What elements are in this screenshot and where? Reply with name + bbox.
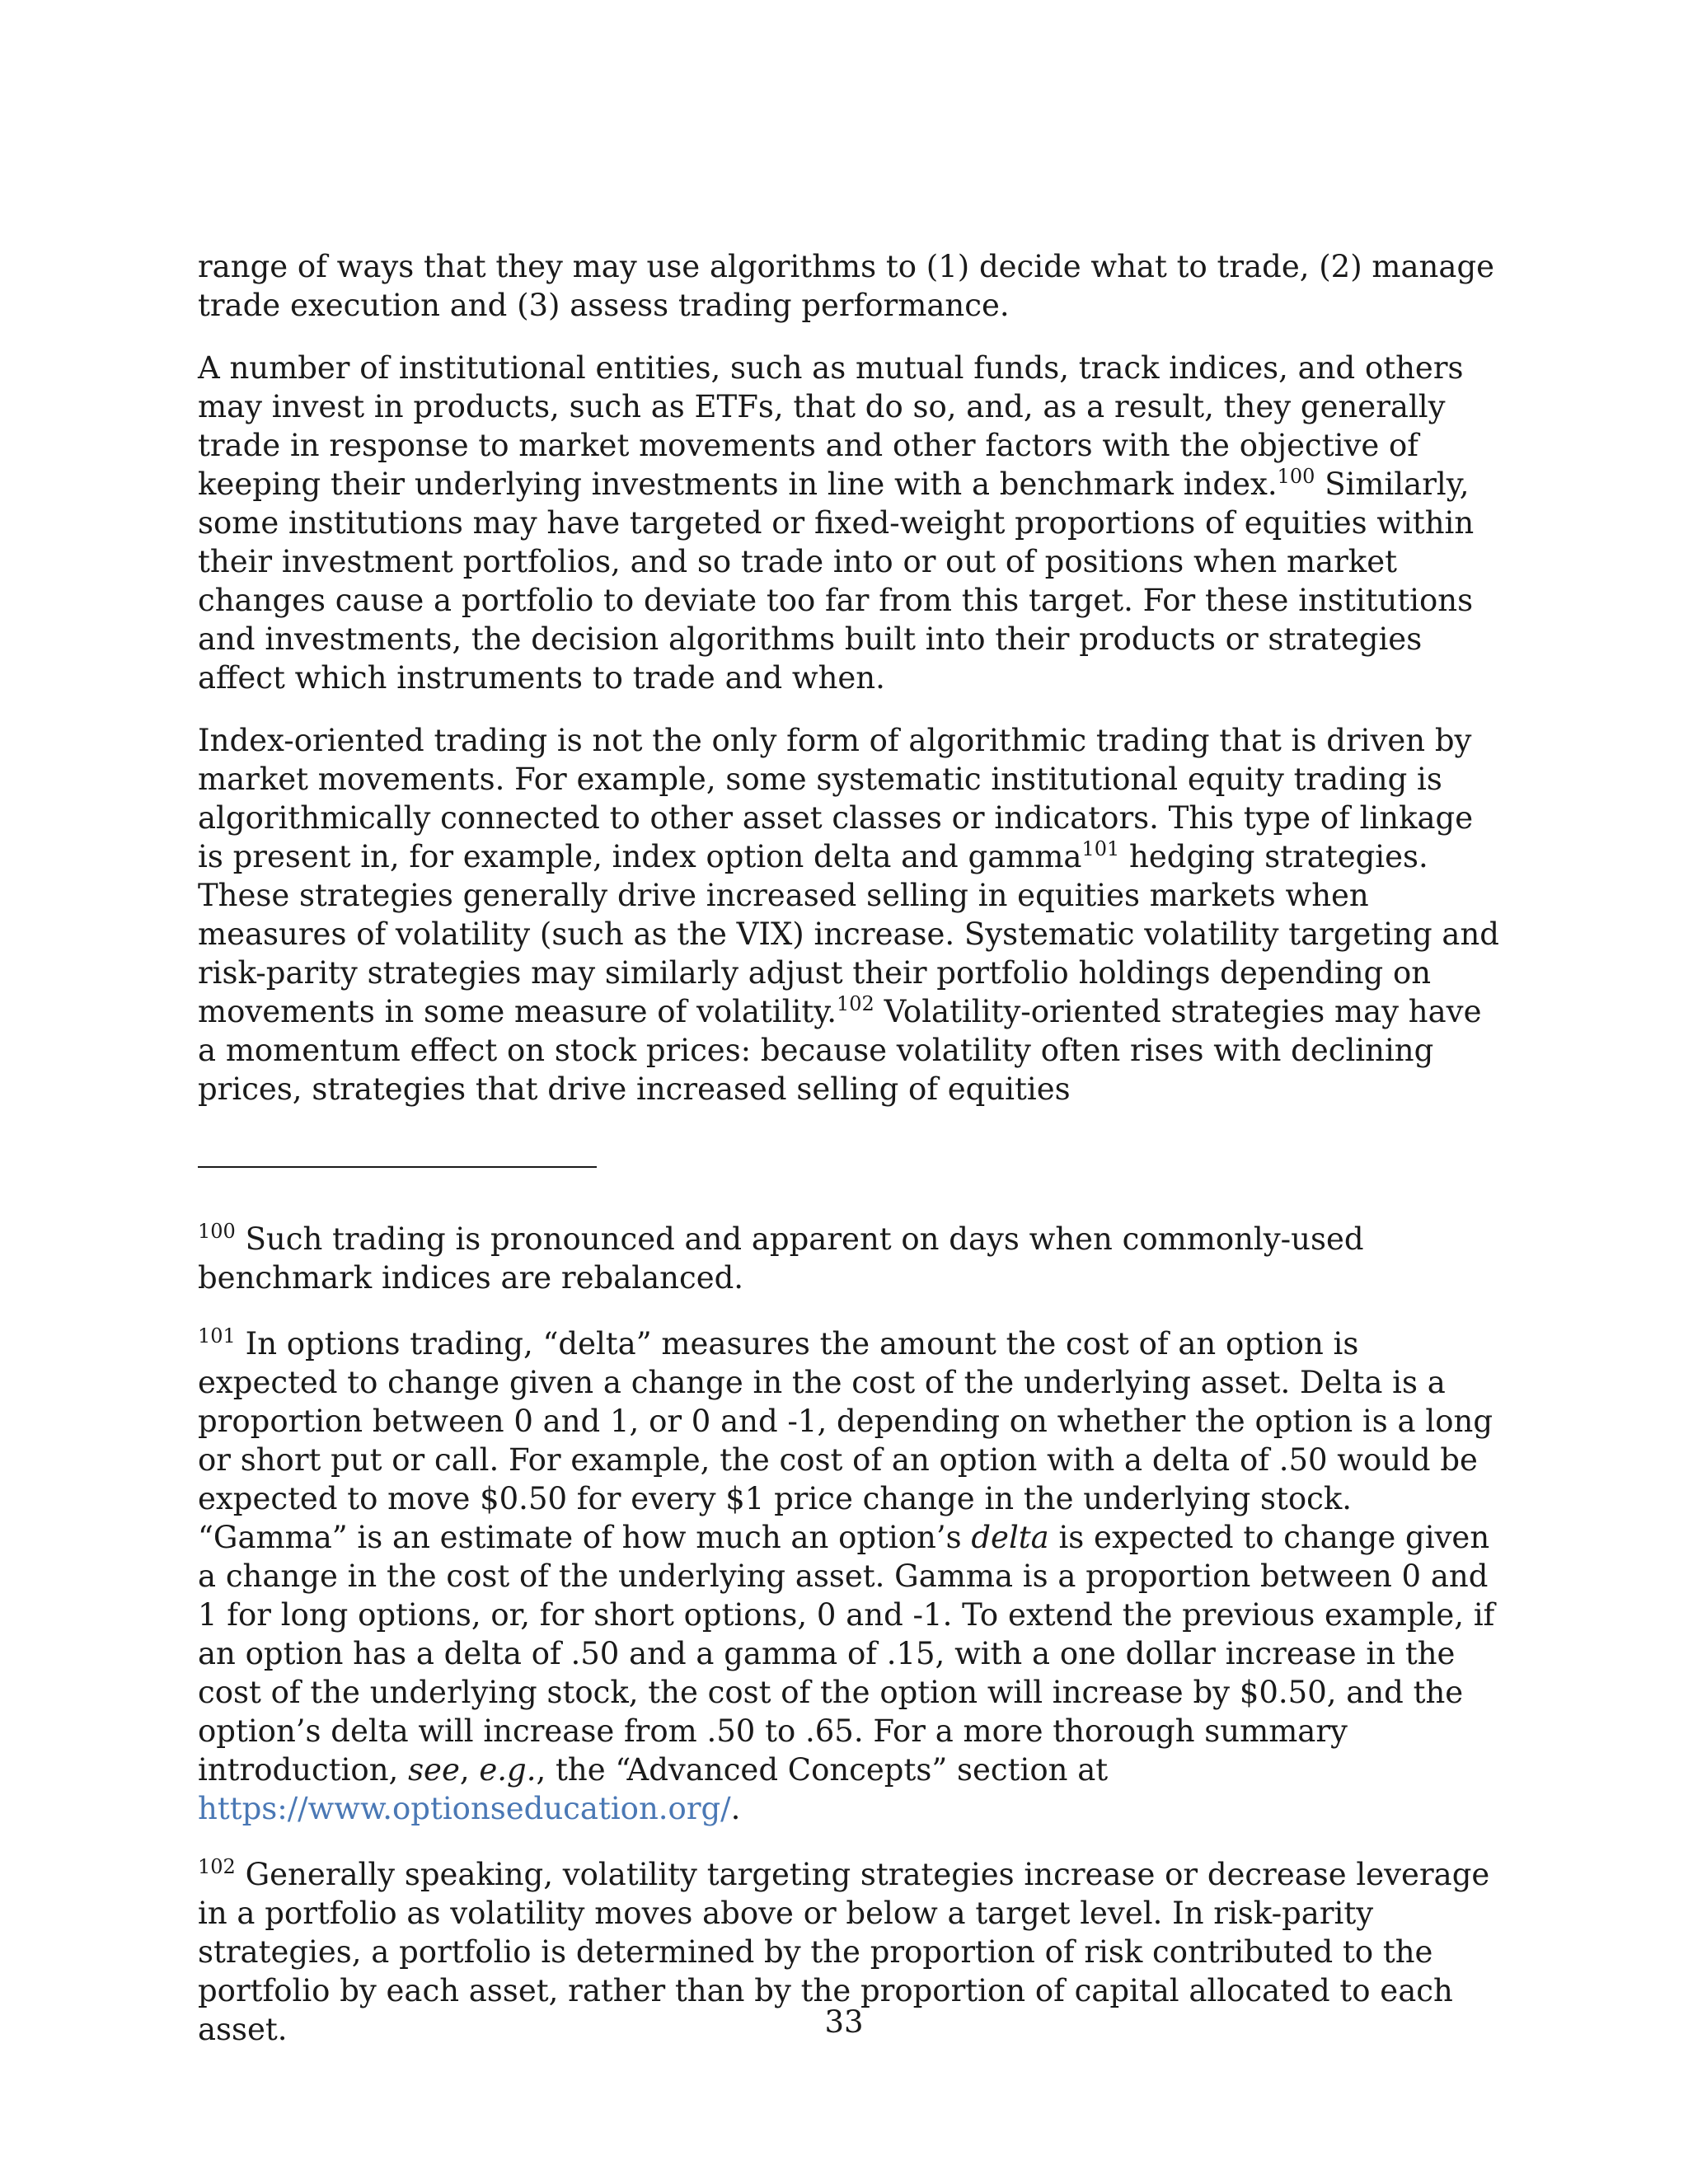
footnote-ref-101[interactable]: 101 (1081, 837, 1120, 860)
footnote-text: . (730, 1791, 741, 1826)
footnote-ref-100[interactable]: 100 (1277, 465, 1315, 488)
footnote-ref-102[interactable]: 102 (837, 992, 874, 1015)
options-education-link[interactable]: https://www.optionseducation.org/ (198, 1791, 731, 1826)
footnote-number: 100 (198, 1220, 236, 1243)
paragraph-text: Index-oriented trading is not the only form of algorithmic trading that is driven by market movements. For example, some systematic institutional equity trading is algorithmically connected to other asset classes or indicators. This type of linkage is present in, for example, index option delta and gamma (198, 723, 1474, 874)
footnote-text: , (459, 1752, 480, 1788)
document-page (198, 247, 1500, 2076)
footnote-emphasis: e.g. (479, 1752, 537, 1788)
footnote-separator (198, 1166, 597, 1168)
paragraph-text: hedging strategies. These strategies generally drive increased selling in equities markets when measures of volatility (such as the VIX) increase. Systematic volatility targeting and risk-parity strategies may similarly adjust their portfolio holdings depending on movements in some measure of volatility. (198, 839, 1499, 1029)
footnote-number: 102 (198, 1855, 236, 1878)
footnote-text: In options trading, “delta” measures the amount the cost of an option is expected to change given a change in the cost of the underlying asset. Delta is a proportion between 0 and 1, or 0 and -1, depending on whether the option is a long or short put or call. For example, the cost of an option with a delta of .50 would be expected to move $0.50 for every $1 price change in the underlying stock. “Gamma” is an estimate of how much an option’s (198, 1326, 1493, 1555)
body-paragraph-3 (198, 721, 1500, 1108)
footnote-text: is expected to change given a change in the cost of the underlying asset. Gamma is a proportion between 0 and 1 for long options, or, for short options, 0 and -1. To extend the previous example, if an option has a delta of .50 and a gamma of .15, with a one dollar increase in the cost of the underlying stock, the cost of the option will increase by $0.50, and the option’s delta will increase from .50 to .65. For a more thorough summary introduction, (198, 1520, 1495, 1788)
page-number: 33 (824, 2004, 864, 2040)
footnote-text: Generally speaking, volatility targeting strategies increase or decrease leverage in a portfolio as volatility moves above or below a target level. In risk-parity strategies, a portfolio is determined by the proportion of risk contributed to the portfolio by each asset, rather than by the proportion of capital allocated to each asset. (198, 1857, 1490, 2047)
footnote-text: Such trading is pronounced and apparent on days when commonly-used benchmark indices are rebalanced. (198, 1221, 1364, 1296)
footnote-number: 101 (198, 1324, 236, 1347)
footnote-101 (198, 1324, 1500, 1828)
footnote-text: , the “Advanced Concepts” section at (536, 1752, 1109, 1788)
paragraph-text: A number of institutional entities, such as mutual funds, track indices, and others may invest in products, such as ETFs, that do so, and, as a result, they generally trade in response to market movements and other factors with the objective of keeping their underlying investments in line with a benchmark index. (198, 350, 1464, 502)
footnote-emphasis: delta (971, 1520, 1049, 1555)
body-paragraph-1 (198, 247, 1500, 325)
footnote-emphasis: see (408, 1752, 460, 1788)
footnote-100 (198, 1220, 1500, 1297)
paragraph-text: Similarly, some institutions may have targeted or fixed-weight proportions of equities within their investment portfolios, and so trade into or out of positions when market changes cause a portfolio to deviate too far from this target. For these institutions and investments, the decision algorithms built into their products or strategies affect which instruments to trade and when. (198, 466, 1475, 696)
body-paragraph-2 (198, 349, 1500, 697)
paragraph-text: range of ways that they may use algorithms to (1) decide what to trade, (2) manage trade execution and (3) assess trading performance. (198, 249, 1495, 323)
paragraph-text: Volatility-oriented strategies may have a momentum effect on stock prices: because volatility often rises with declining prices, strategies that drive increased selling of equities (198, 994, 1482, 1107)
